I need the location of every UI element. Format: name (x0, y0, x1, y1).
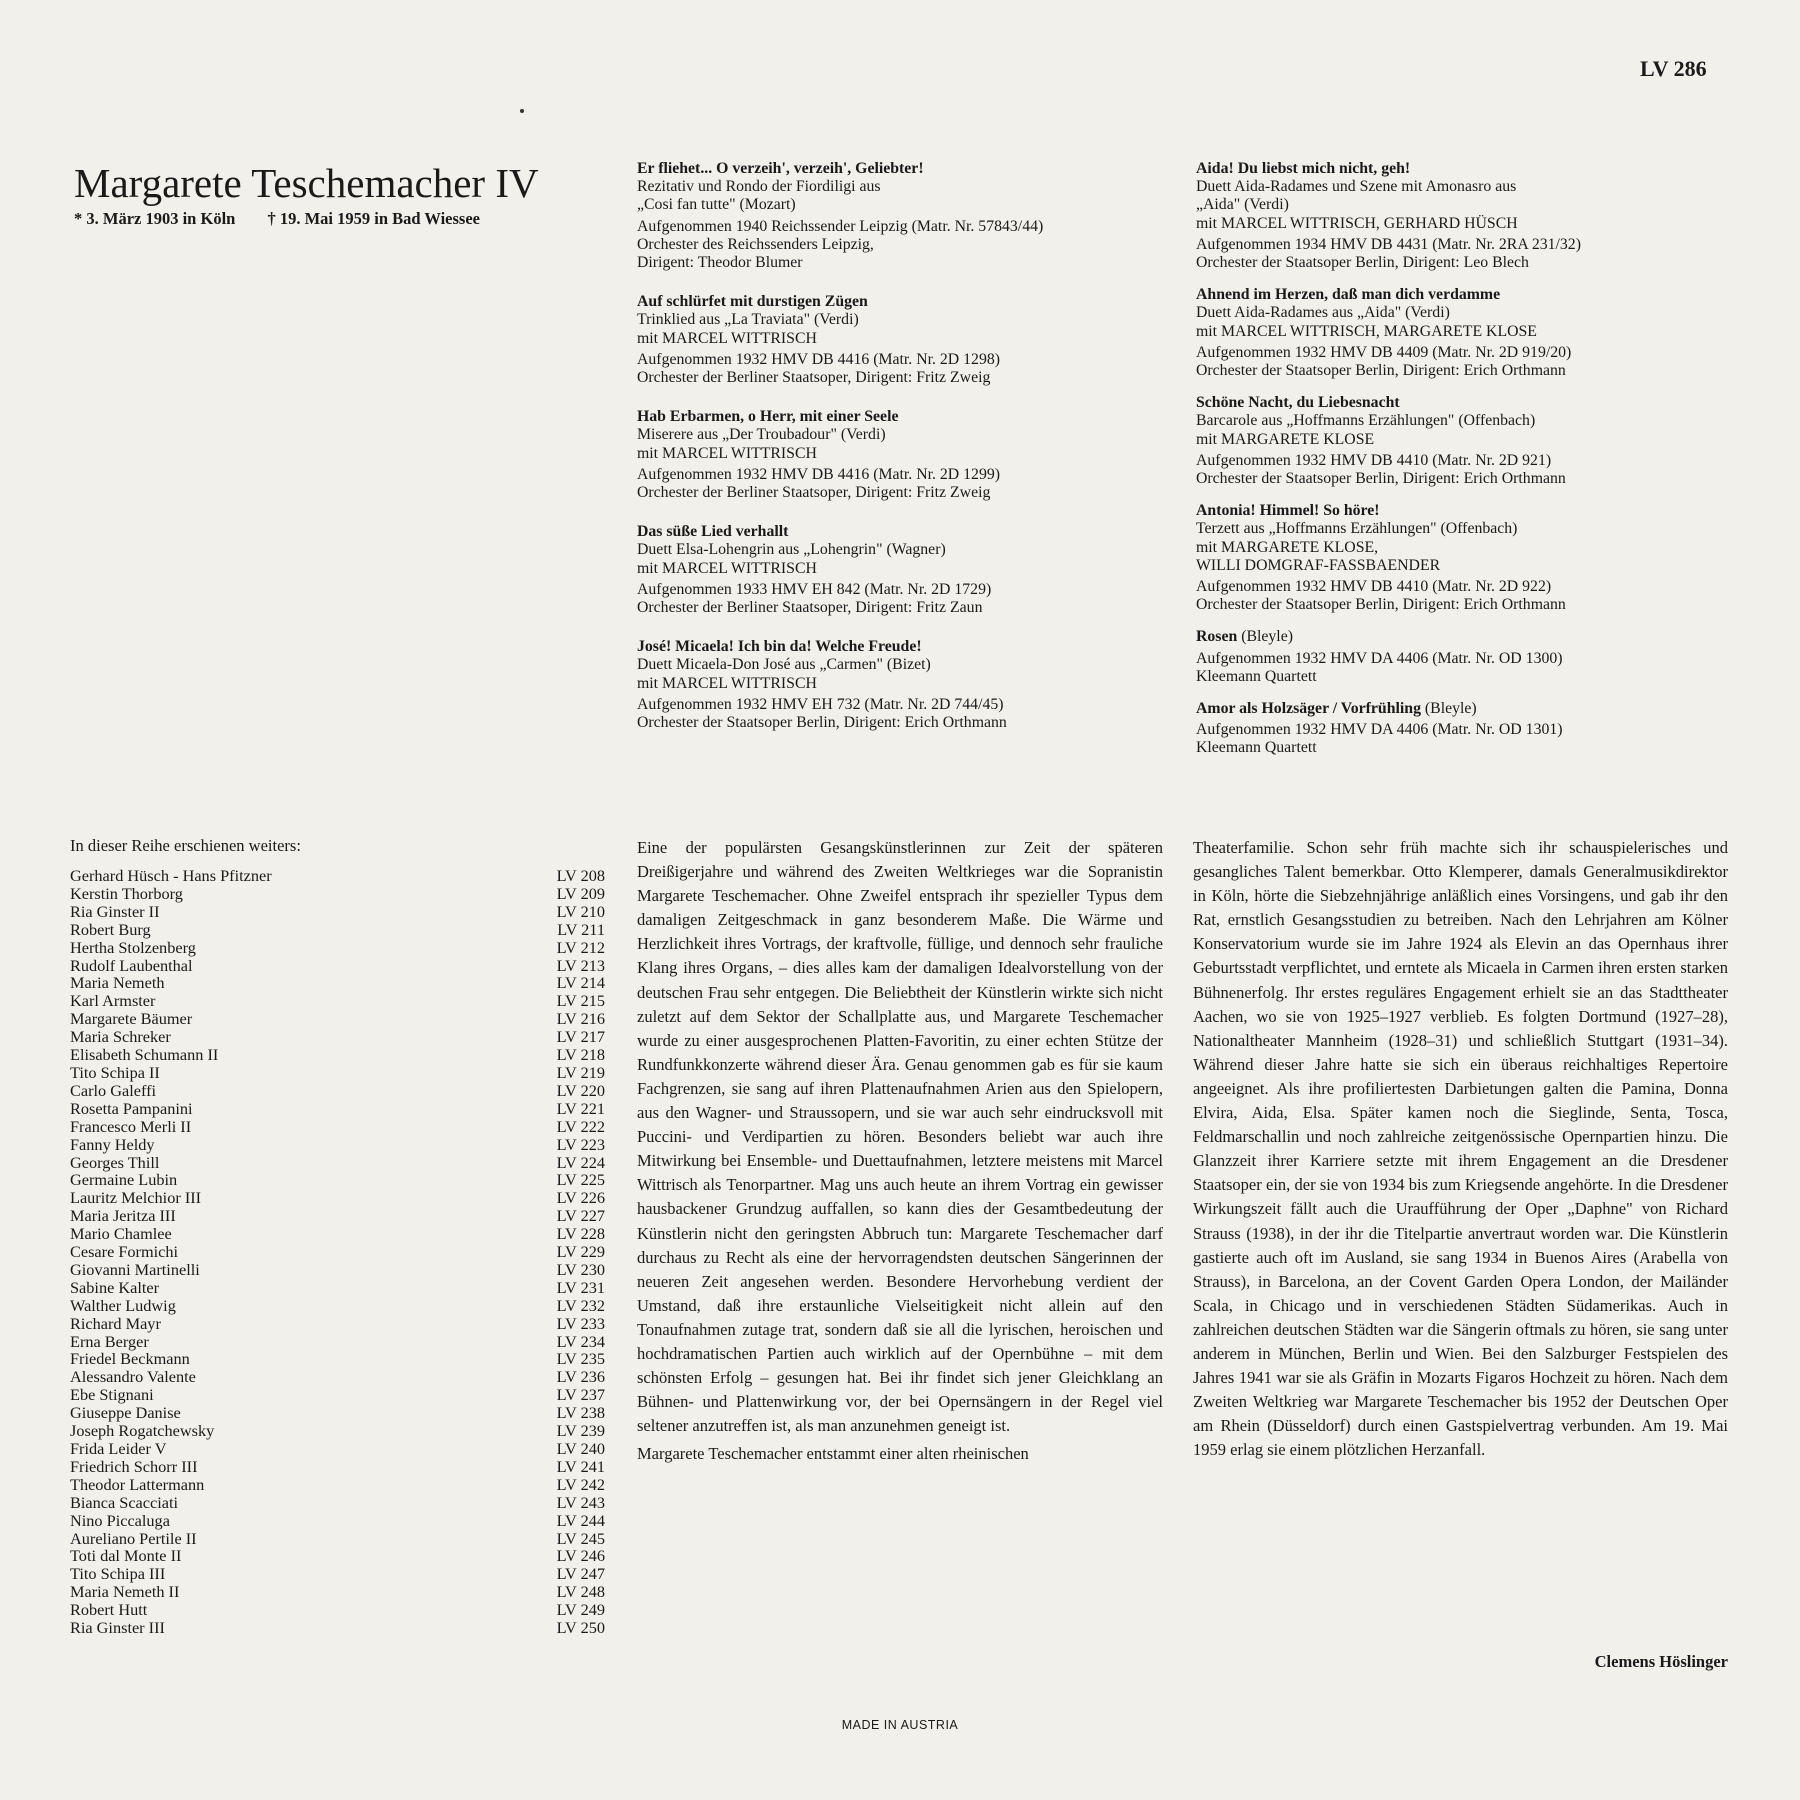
track-description: mit MARCEL WITTRISCH (637, 674, 817, 692)
recording-line: Orchester des Reichssenders Leipzig, (637, 235, 874, 253)
series-row (70, 1404, 605, 1422)
series-row (70, 1458, 605, 1476)
series-row (70, 867, 605, 885)
track-description: Miserere aus „Der Troubadour" (Verdi) (637, 426, 886, 444)
series-catalog-number: LV 230 (556, 1259, 605, 1279)
track-title-text: Rosen (1196, 628, 1238, 646)
track-entry (637, 638, 1177, 732)
series-catalog-number: LV 241 (556, 1456, 605, 1476)
series-row (70, 1333, 605, 1351)
track-entry (1196, 700, 1756, 758)
series-artist: Theodor Lattermann (70, 1474, 205, 1494)
track-recording-info (637, 466, 1177, 502)
series-catalog-number: LV 232 (556, 1295, 605, 1315)
track-title-text: Antonia! Himmel! So höre! (1196, 502, 1380, 520)
recording-line: Kleemann Quartett (1196, 739, 1317, 757)
track-recording-info (637, 351, 1177, 387)
death-date: † 19. Mai 1959 in Bad Wiessee (267, 209, 480, 228)
birth-date: * 3. März 1903 in Köln (74, 209, 236, 228)
series-catalog-number: LV 224 (556, 1152, 605, 1172)
track-entry (637, 160, 1177, 272)
series-catalog-number: LV 239 (556, 1421, 605, 1441)
series-catalog-number: LV 249 (556, 1600, 605, 1620)
track-entry (637, 408, 1177, 502)
series-catalog-number: LV 235 (556, 1349, 605, 1369)
series-row (70, 1261, 605, 1279)
series-catalog-number: LV 238 (556, 1403, 605, 1423)
track-description: mit MARCEL WITTRISCH, MARGARETE KLOSE (1196, 322, 1537, 340)
series-artist: Georges Thill (70, 1152, 160, 1172)
recording-line: Aufgenommen 1933 HMV EH 842 (Matr. Nr. 2D 1729) (637, 580, 992, 598)
series-row (70, 903, 605, 921)
track-description: mit MARGARETE KLOSE (1196, 430, 1375, 448)
series-heading: In dieser Reihe erschienen weiters: (70, 836, 301, 855)
track-composer: (Bleyle) (1237, 628, 1293, 646)
recording-line: Aufgenommen 1932 HMV EH 732 (Matr. Nr. 2D 744/45) (637, 695, 1004, 713)
series-artist: Frida Leider V (70, 1439, 167, 1458)
series-artist: Bianca Scacciati (70, 1492, 179, 1512)
series-catalog-number: LV 221 (556, 1098, 605, 1118)
print-speck (520, 109, 524, 113)
series-catalog-number: LV 211 (557, 919, 605, 939)
series-artist: Lauritz Melchior III (70, 1188, 202, 1208)
series-catalog-number: LV 243 (556, 1492, 605, 1512)
track-title-text: Aida! Du liebst mich nicht, geh! (1196, 160, 1411, 177)
recording-line: Orchester der Berliner Staatsoper, Dirigent: Fritz Zweig (637, 484, 991, 502)
track-entry (637, 293, 1177, 387)
track-description: mit MARCEL WITTRISCH, GERHARD HÜSCH (1196, 214, 1518, 232)
author-signature: Clemens Höslinger (1594, 1652, 1728, 1671)
series-catalog-number: LV 231 (556, 1277, 605, 1297)
recording-line: Orchester der Staatsoper Berlin, Dirigent: Erich Orthmann (1196, 362, 1566, 380)
series-artist: Tito Schipa III (70, 1564, 166, 1584)
track-recording-info (637, 696, 1177, 732)
series-artist: Erna Berger (70, 1331, 149, 1351)
series-artist: Germaine Lubin (70, 1170, 178, 1190)
series-catalog-number: LV 217 (556, 1027, 605, 1047)
series-artist: Margarete Bäumer (70, 1009, 193, 1029)
series-artist: Maria Schreker (70, 1027, 171, 1047)
recording-line: Aufgenommen 1932 HMV DB 4410 (Matr. Nr. 2D 922) (1196, 578, 1552, 596)
series-row (70, 1189, 605, 1207)
series-catalog-number: LV 250 (556, 1618, 605, 1638)
series-artist: Hertha Stolzenberg (70, 937, 196, 957)
series-list (70, 867, 605, 1637)
series-catalog-number: LV 208 (556, 866, 605, 885)
track-title (1196, 502, 1756, 520)
track-title (1196, 394, 1756, 412)
track-description: Duett Elsa-Lohengrin aus „Lohengrin" (Wagner) (637, 541, 946, 559)
series-row (70, 1207, 605, 1225)
series-artist: Gerhard Hüsch - Hans Pfitzner (70, 866, 272, 885)
track-recording-info (637, 218, 1177, 273)
track-entry (637, 523, 1177, 617)
series-row (70, 1619, 605, 1637)
track-recording-info (1196, 236, 1756, 272)
series-row (70, 1279, 605, 1297)
series-artist: Ebe Stignani (70, 1385, 154, 1405)
track-description: „Cosi fan tutte" (Mozart) (637, 196, 796, 214)
track-title (1196, 628, 1756, 646)
series-row (70, 1154, 605, 1172)
track-recording-info (637, 581, 1177, 617)
series-artist: Carlo Galeffi (70, 1080, 157, 1100)
track-description: mit MARCEL WITTRISCH (637, 559, 817, 577)
recording-line: Aufgenommen 1932 HMV DB 4416 (Matr. Nr. 2D 1298) (637, 350, 1001, 368)
recording-line: Aufgenommen 1932 HMV DB 4409 (Matr. Nr. 2D 919/20) (1196, 343, 1572, 361)
track-composer: (Bleyle) (1420, 700, 1477, 718)
series-artist: Robert Burg (70, 919, 151, 939)
series-artist: Maria Jeritza III (70, 1206, 176, 1226)
page-title: Margarete Teschemacher IV (74, 160, 539, 206)
recording-line: Aufgenommen 1940 Reichssender Leipzig (Matr. Nr. 57843/44) (637, 217, 1044, 235)
series-catalog-number: LV 240 (556, 1439, 605, 1458)
series-row (70, 1601, 605, 1619)
series-artist: Francesco Merli II (70, 1116, 192, 1136)
track-recording-info (1196, 578, 1756, 614)
series-row (70, 1547, 605, 1565)
series-catalog-number: LV 245 (556, 1528, 605, 1548)
series-catalog-number: LV 209 (556, 883, 605, 903)
series-catalog-number: LV 242 (556, 1474, 605, 1494)
biography-column-right (1193, 836, 1728, 1466)
series-row (70, 1368, 605, 1386)
series-row (70, 1243, 605, 1261)
series-catalog-number: LV 225 (556, 1170, 605, 1190)
track-entry (1196, 502, 1756, 614)
track-title-text: Er fliehet... O verzeih', verzeih', Geliebter! (637, 160, 924, 177)
recording-line: Aufgenommen 1932 HMV DA 4406 (Matr. Nr. OD 1300) (1196, 649, 1563, 667)
track-description: Duett Aida-Radames und Szene mit Amonasro aus (1196, 178, 1517, 196)
recording-line: Orchester der Berliner Staatsoper, Dirigent: Fritz Zaun (637, 599, 983, 617)
track-entry (1196, 394, 1756, 488)
track-description: „Aida" (Verdi) (1196, 196, 1289, 214)
track-description: Rezitativ und Rondo der Fiordiligi aus (637, 178, 881, 196)
series-catalog-number: LV 237 (556, 1385, 605, 1405)
track-description: Terzett aus „Hoffmanns Erzählungen" (Offenbach) (1196, 520, 1518, 538)
series-catalog-number: LV 218 (556, 1045, 605, 1065)
track-title-text: Hab Erbarmen, o Herr, mit einer Seele (637, 408, 899, 426)
series-artist: Ria Ginster II (70, 901, 160, 921)
series-artist: Kerstin Thorborg (70, 883, 183, 903)
recording-line: Aufgenommen 1932 HMV DB 4416 (Matr. Nr. 2D 1299) (637, 465, 1001, 483)
series-catalog-number: LV 228 (556, 1224, 605, 1244)
series-row (70, 1512, 605, 1530)
track-title-text: Auf schlürfet mit durstigen Zügen (637, 293, 868, 311)
series-row (70, 1171, 605, 1189)
series-catalog-number: LV 216 (556, 1009, 605, 1029)
series-catalog-number: LV 246 (556, 1546, 605, 1566)
series-row (70, 1530, 605, 1548)
series-row (70, 921, 605, 939)
track-recording-info (1196, 650, 1756, 686)
track-entry (1196, 286, 1756, 380)
catalog-number: LV 286 (1640, 56, 1707, 81)
series-row (70, 957, 605, 975)
biography-paragraph: Eine der populärsten Gesangskünstlerinnen zur Zeit der späteren Dreißigerjahre und während des Zweiten Weltkrieges war die Sopranistin Margarete Teschemacher. Ohne Zweifel entsprach ihr spezieller Typus dem damaligen Zeitgeschmack in ganz besonderem Maße. Die Wärme und Herzlichkeit ihres Vortrags, der kraftvolle, füllige, und dennoch sehr frauliche Klang ihres Organs, – dies alles kam der damaligen Idealvorstellung von der deutschen Frau sehr entgegen. Die Beliebtheit der Künstlerin wirkte sich nicht zuletzt auf dem Sektor der Schallplatte aus, und Margarete Teschemacher wurde zu einer ausgesprochenen Platten-Favoritin, zu einer echten Stütze der Rundfunkkonzerte während dieser Ära. Genau genommen gab es für sie kaum Fachgrenzen, sie sang auf ihren Plattenaufnahmen Arien aus den Spielopern, aus den Wagner- und Straussopern, und sie war auch sehr eindrucksvoll mit Puccini- und Verdipartien zu hören. Besonders beliebt war auch ihre Mitwirkung bei Ensemble- und Duettaufnahmen, letztere meistens mit Marcel Wittrisch als Tenorpartner. Mag uns auch heute an ihrem Vortrag ein gewisser hausbackener Grundzug auffallen, so kann dies der Gesamtbedeutung der Künstlerin nicht den geringsten Abbruch tun: Margarete Teschemacher darf durchaus zu Recht als eine der hervorragendsten deutschen Sängerinnen der neueren Zeit angesehen werden. Besondere Hervorhebung verdient der Umstand, daß ihre erstaunliche Vielseitigkeit nicht allein auf den Tonaufnahmen zutage trat, sondern daß sie all die lyrischen, heroischen und hochdramatischen Partien auch wirklich auf der Opernbühne – mit dem schönsten Erfolg – gesungen hat. Bei ihr findet sich jener Gleichklang an Bühnen- und Plattenwirkung vor, der bei Opernsängern in der Regel viel seltener anzutreffen ist, als man anzunehmen geneigt ist. (637, 838, 1163, 1436)
track-description: Trinklied aus „La Traviata" (Verdi) (637, 311, 859, 329)
recording-line: Kleemann Quartett (1196, 667, 1317, 685)
series-artist: Giovanni Martinelli (70, 1259, 200, 1279)
track-description: mit MARCEL WITTRISCH (637, 329, 817, 347)
track-title (1196, 286, 1756, 304)
recording-line: Orchester der Staatsoper Berlin, Dirigent: Leo Blech (1196, 254, 1529, 272)
series-artist: Friedel Beckmann (70, 1349, 190, 1369)
series-artist: Joseph Rogatchewsky (70, 1421, 215, 1441)
series-row (70, 1440, 605, 1458)
series-artist: Fanny Heldy (70, 1134, 155, 1154)
recording-line: Orchester der Staatsoper Berlin, Dirigent: Erich Orthmann (1196, 596, 1566, 614)
series-catalog-number: LV 222 (556, 1116, 605, 1136)
track-title (1196, 160, 1756, 178)
series-row (70, 1064, 605, 1082)
series-row (70, 1476, 605, 1494)
series-row (70, 1082, 605, 1100)
series-catalog-number: LV 229 (556, 1242, 605, 1262)
tracklist-column-right (1196, 160, 1756, 772)
series-row (70, 992, 605, 1010)
series-row (70, 885, 605, 903)
series-row (70, 1386, 605, 1404)
biography-paragraph: Margarete Teschemacher entstammt einer alten rheinischen (637, 1444, 1029, 1464)
series-artist: Walther Ludwig (70, 1295, 176, 1315)
series-catalog-number: LV 219 (556, 1062, 605, 1082)
series-catalog-number: LV 214 (556, 973, 605, 993)
biography-column-left (637, 836, 1163, 1470)
series-artist: Mario Chamlee (70, 1224, 172, 1244)
series-artist: Tito Schipa II (70, 1062, 160, 1082)
track-description: Duett Micaela-Don José aus „Carmen" (Bizet) (637, 656, 931, 674)
series-artist: Nino Piccaluga (70, 1510, 170, 1530)
series-catalog-number: LV 236 (556, 1367, 605, 1387)
series-artist: Rudolf Laubenthal (70, 955, 193, 975)
recording-line: Aufgenommen 1934 HMV DB 4431 (Matr. Nr. 2RA 231/32) (1196, 235, 1581, 253)
series-row (70, 1315, 605, 1333)
series-row (70, 1028, 605, 1046)
series-artist: Ria Ginster III (70, 1618, 165, 1638)
series-catalog-number: LV 220 (556, 1080, 605, 1100)
series-artist: Maria Nemeth (70, 973, 165, 993)
series-catalog-number: LV 227 (556, 1206, 605, 1226)
series-row (70, 1297, 605, 1315)
track-title (637, 408, 1177, 426)
recording-line: Orchester der Berliner Staatsoper, Dirigent: Fritz Zweig (637, 369, 991, 387)
track-description: WILLI DOMGRAF-FASSBAENDER (1196, 556, 1441, 574)
recording-line: Aufgenommen 1932 HMV DB 4410 (Matr. Nr. 2D 921) (1196, 451, 1552, 469)
series-artist: Cesare Formichi (70, 1242, 179, 1262)
biography-paragraph: Theaterfamilie. Schon sehr früh machte sich ihr schauspielerisches und gesangliches Talent bemerkbar. Otto Klemperer, damals Generalmusikdirektor in Köln, hörte die Siebzehnjährige anläßlich eines Vorsingens, und gab ihr den Rat, ernstlich Gesangsstudien zu betreiben. Nach den Lehrjahren am Kölner Konservatorium wurde sie im Jahre 1924 als Elevin an das Opernhaus ihrer Geburtsstadt verpflichtet, und erntete als Micaela in Carmen ihren ersten starken Bühnenerfolg. Ihr erstes reguläres Engagement erhielt sie an das Stadttheater Aachen, wo sie von 1925–1927 verblieb. Es folgten Dortmund (1927–28), Nationaltheater Mannheim (1928–31) und schließlich Stuttgart (1931–34). Während dieser Jahre hatte sie sich ein überaus reichhaltiges Repertoire angeeignet. Als ihre profiliertesten Darbietungen galten die Pamina, Donna Elvira, Aida, Elsa. Später kamen noch die Sieglinde, Senta, Tosca, Feldmarschallin und noch zahlreiche zeitgenössische Opernpartien hinzu. Die Glanzzeit ihrer Karriere setzte mit ihrem Engagement an die Dresdener Staatsoper ein, der sie von 1934 bis zum Kriegsende angehörte. In die Dresdener Wirkungszeit fällt auch die Uraufführung der Oper „Daphne" von Richard Strauss (1938), in der ihr die Titelpartie anvertraut worden war. Die Künstlerin gastierte auch oft im Ausland, sie sang 1934 in Buenos Aires (Arabella von Strauss), in Barcelona, an der Covent Garden Opera London, der Mailänder Scala, in Chicago und in verschiedenen Städten Südamerikas. Auch in zahlreichen deutschen Städten war die Sängerin oftmals zu hören, sie sang unter anderem in München, Berlin und Wien. Bei den Salzburger Festspielen des Jahres 1941 war sie als Gräfin in Mozarts Figaros Hochzeit zu hören. Nach dem Zweiten Weltkrieg war Margarete Teschemacher bis 1952 der Deutschen Oper am Rhein (Düsseldorf) durch einen Gastspielvertrag verbunden. Am 19. Mai 1959 erlag sie einem plötzlichen Herzanfall. (1193, 838, 1728, 1460)
series-row (70, 1583, 605, 1601)
series-row (70, 1350, 605, 1368)
series-row (70, 1118, 605, 1136)
track-title (1196, 700, 1756, 718)
series-catalog-number: LV 215 (556, 991, 605, 1011)
series-artist: Friedrich Schorr III (70, 1456, 198, 1476)
series-catalog-number: LV 210 (556, 901, 605, 921)
track-title-text: Amor als Holzsäger / Vorfrühling (1196, 700, 1421, 718)
series-catalog-number: LV 244 (556, 1510, 605, 1530)
track-description: mit MARCEL WITTRISCH (637, 444, 817, 462)
series-artist: Alessandro Valente (70, 1367, 196, 1387)
track-title-text: Schöne Nacht, du Liebesnacht (1196, 394, 1400, 412)
tracklist-column-left (637, 160, 1177, 753)
series-row (70, 1565, 605, 1583)
series-artist: Rosetta Pampanini (70, 1098, 193, 1118)
track-recording-info (1196, 344, 1756, 380)
track-description: Duett Aida-Radames aus „Aida" (Verdi) (1196, 304, 1450, 322)
series-row (70, 1100, 605, 1118)
series-catalog-number: LV 226 (556, 1188, 605, 1208)
series-catalog-number: LV 234 (556, 1331, 605, 1351)
series-row (70, 974, 605, 992)
track-entry (1196, 628, 1756, 686)
series-artist: Maria Nemeth II (70, 1582, 180, 1602)
series-row (70, 1010, 605, 1028)
recording-line: Orchester der Staatsoper Berlin, Dirigent: Erich Orthmann (637, 714, 1007, 732)
track-title-text: Das süße Lied verhallt (637, 523, 789, 541)
series-catalog-number: LV 248 (556, 1582, 605, 1602)
life-dates (74, 209, 508, 229)
track-recording-info (1196, 721, 1756, 757)
series-row (70, 1225, 605, 1243)
track-title-text: José! Micaela! Ich bin da! Welche Freude! (637, 638, 922, 656)
track-title-text: Ahnend im Herzen, daß man dich verdamme (1196, 286, 1501, 304)
series-catalog-number: LV 247 (556, 1564, 605, 1584)
series-catalog-number: LV 212 (556, 937, 605, 957)
series-row (70, 1422, 605, 1440)
track-title (637, 293, 1177, 311)
recording-line: Dirigent: Theodor Blumer (637, 254, 803, 272)
series-artist: Sabine Kalter (70, 1277, 160, 1297)
series-row (70, 1136, 605, 1154)
series-catalog-number: LV 213 (556, 955, 605, 975)
track-title (637, 160, 1177, 178)
series-artist: Karl Armster (70, 991, 156, 1011)
series-artist: Toti dal Monte II (70, 1546, 182, 1566)
series-artist: Aureliano Pertile II (70, 1528, 197, 1548)
track-description: mit MARGARETE KLOSE, (1196, 538, 1379, 556)
series-catalog-number: LV 233 (556, 1313, 605, 1333)
track-recording-info (1196, 452, 1756, 488)
track-description: Barcarole aus „Hoffmanns Erzählungen" (Offenbach) (1196, 412, 1536, 430)
series-artist: Giuseppe Danise (70, 1403, 181, 1423)
series-artist: Elisabeth Schumann II (70, 1045, 219, 1065)
made-in-label: MADE IN AUSTRIA (841, 1718, 959, 1732)
series-row (70, 939, 605, 957)
series-artist: Richard Mayr (70, 1313, 161, 1333)
recording-line: Aufgenommen 1932 HMV DA 4406 (Matr. Nr. OD 1301) (1196, 721, 1563, 739)
series-row (70, 1494, 605, 1512)
series-artist: Robert Hutt (70, 1600, 148, 1620)
series-row (70, 1046, 605, 1064)
series-catalog-number: LV 223 (556, 1134, 605, 1154)
track-title (637, 638, 1177, 656)
track-title (637, 523, 1177, 541)
track-entry (1196, 160, 1756, 272)
recording-line: Orchester der Staatsoper Berlin, Dirigent: Erich Orthmann (1196, 470, 1566, 488)
